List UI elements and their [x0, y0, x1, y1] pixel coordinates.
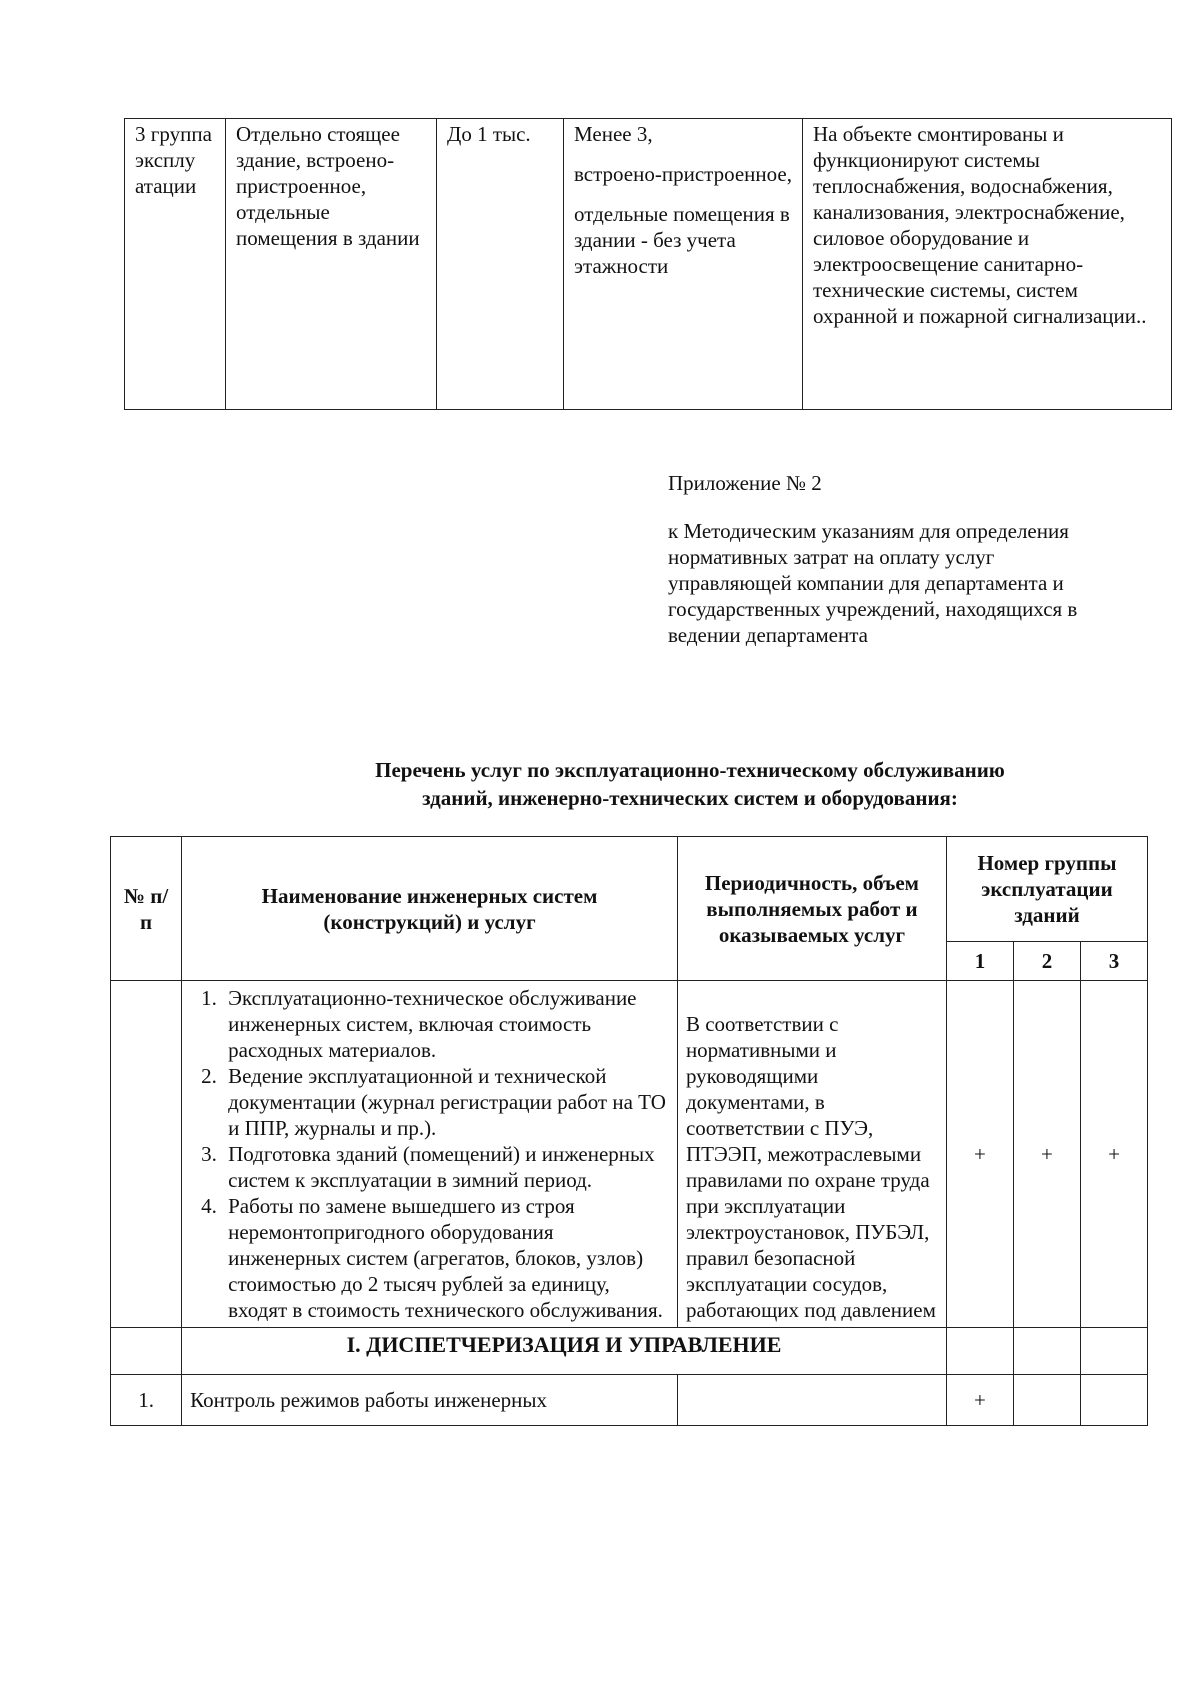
- header-group: Номер группы эксплуатации зданий: [946, 837, 1147, 942]
- general-period-cell: [677, 981, 946, 1328]
- header-group-3: 3: [1080, 942, 1147, 981]
- general-g2-cell: +: [1013, 981, 1080, 1328]
- row-name-cell: Контроль режимов работы инженерных: [182, 1375, 678, 1426]
- floors-text-3: отдельные помещения в здании - без учета этажности: [574, 202, 790, 278]
- row-g1-cell: +: [946, 1375, 1013, 1426]
- appendix-note: [668, 470, 1088, 648]
- header-group-2: 2: [1013, 942, 1080, 981]
- object-type-cell: Отдельно стоящее здание, встроено-пристроенное, отдельные помещения в здании: [226, 119, 437, 410]
- systems-cell: На объекте смонтированы и функционируют системы теплоснабжения, водоснабжения, канализования, электроснабжение, силовое оборудование и электроосвещение санитарно-технические системы, систем охранной и пожарной сигнализации..: [803, 119, 1172, 410]
- header-name: Наименование инженерных систем (конструкций) и услуг: [182, 837, 678, 981]
- equipment-group-table: [124, 118, 1172, 410]
- list-title-line-1: Перечень услуг по эксплуатационно-техническому обслуживанию: [375, 758, 1005, 782]
- floors-text-1: Менее 3,: [574, 122, 653, 146]
- general-g1-cell: +: [946, 981, 1013, 1328]
- header-row: [111, 837, 1148, 942]
- section-row: [111, 1328, 1148, 1375]
- section-g2-cell: [1013, 1328, 1080, 1375]
- general-items-list: [182, 985, 669, 1323]
- table-row: [125, 119, 1172, 410]
- section-title: I. ДИСПЕТЧЕРИЗАЦИЯ И УПРАВЛЕНИЕ: [346, 1332, 782, 1357]
- floors-cell: [564, 119, 803, 410]
- general-g3-cell: +: [1080, 981, 1147, 1328]
- list-item: 4. Работы по замене вышедшего из строя неремонтопригодного оборудования инженерных систем (агрегатов, блоков, узлов) стоимостью до 2 тысяч рублей за единицу, входят в стоимость технического обслуживания.: [222, 1193, 669, 1323]
- header-period: Периодичность, объем выполняемых работ и оказываемых услуг: [677, 837, 946, 981]
- appendix-text: к Методическим указаниям для определения нормативных затрат на оплату услуг управляющей компании для департамента и государственных учреждений, находящихся в ведении департамента: [668, 519, 1078, 647]
- list-item: 2. Ведение эксплуатационной и технической документации (журнал регистрации работ на ТО и ППР, журналы и пр.).: [222, 1063, 669, 1141]
- general-num-cell: [111, 981, 182, 1328]
- header-num: № п/п: [111, 837, 182, 981]
- appendix-title: Приложение № 2: [668, 471, 822, 495]
- group-cell: 3 группа эксплу атации: [125, 119, 226, 410]
- header-group-1: 1: [946, 942, 1013, 981]
- section-title-cell: [182, 1328, 947, 1375]
- list-title: [300, 756, 1080, 812]
- general-items-cell: [182, 981, 678, 1328]
- floors-text-2: встроено-пристроенное,: [574, 162, 792, 186]
- list-item: 3. Подготовка зданий (помещений) и инженерных систем к эксплуатации в зимний период.: [222, 1141, 669, 1193]
- section-g1-cell: [946, 1328, 1013, 1375]
- list-item: 1. Эксплуатационно-техническое обслуживание инженерных систем, включая стоимость расходных материалов.: [222, 985, 669, 1063]
- table-row: [111, 981, 1148, 1328]
- area-cell: До 1 тыс.: [437, 119, 564, 410]
- row-num-cell: 1.: [111, 1375, 182, 1426]
- section-empty-cell: [111, 1328, 182, 1375]
- list-title-line-2: зданий, инженерно-технических систем и оборудования:: [422, 786, 958, 810]
- section-g3-cell: [1080, 1328, 1147, 1375]
- general-period-text: В соответствии с нормативными и руководящими документами, в соответствии с ПУЭ, ПТЭЭП, межотраслевыми правилами по охране труда при эксплуатации электроустановок, ПУБЭЛ, правил безопасной эксплуатации сосудов, работающих под давлением: [685, 1012, 936, 1322]
- table-row: [111, 1375, 1148, 1426]
- row-g3-cell: [1080, 1375, 1147, 1426]
- services-table: [110, 836, 1148, 1426]
- row-g2-cell: [1013, 1375, 1080, 1426]
- row-period-cell: [677, 1375, 946, 1426]
